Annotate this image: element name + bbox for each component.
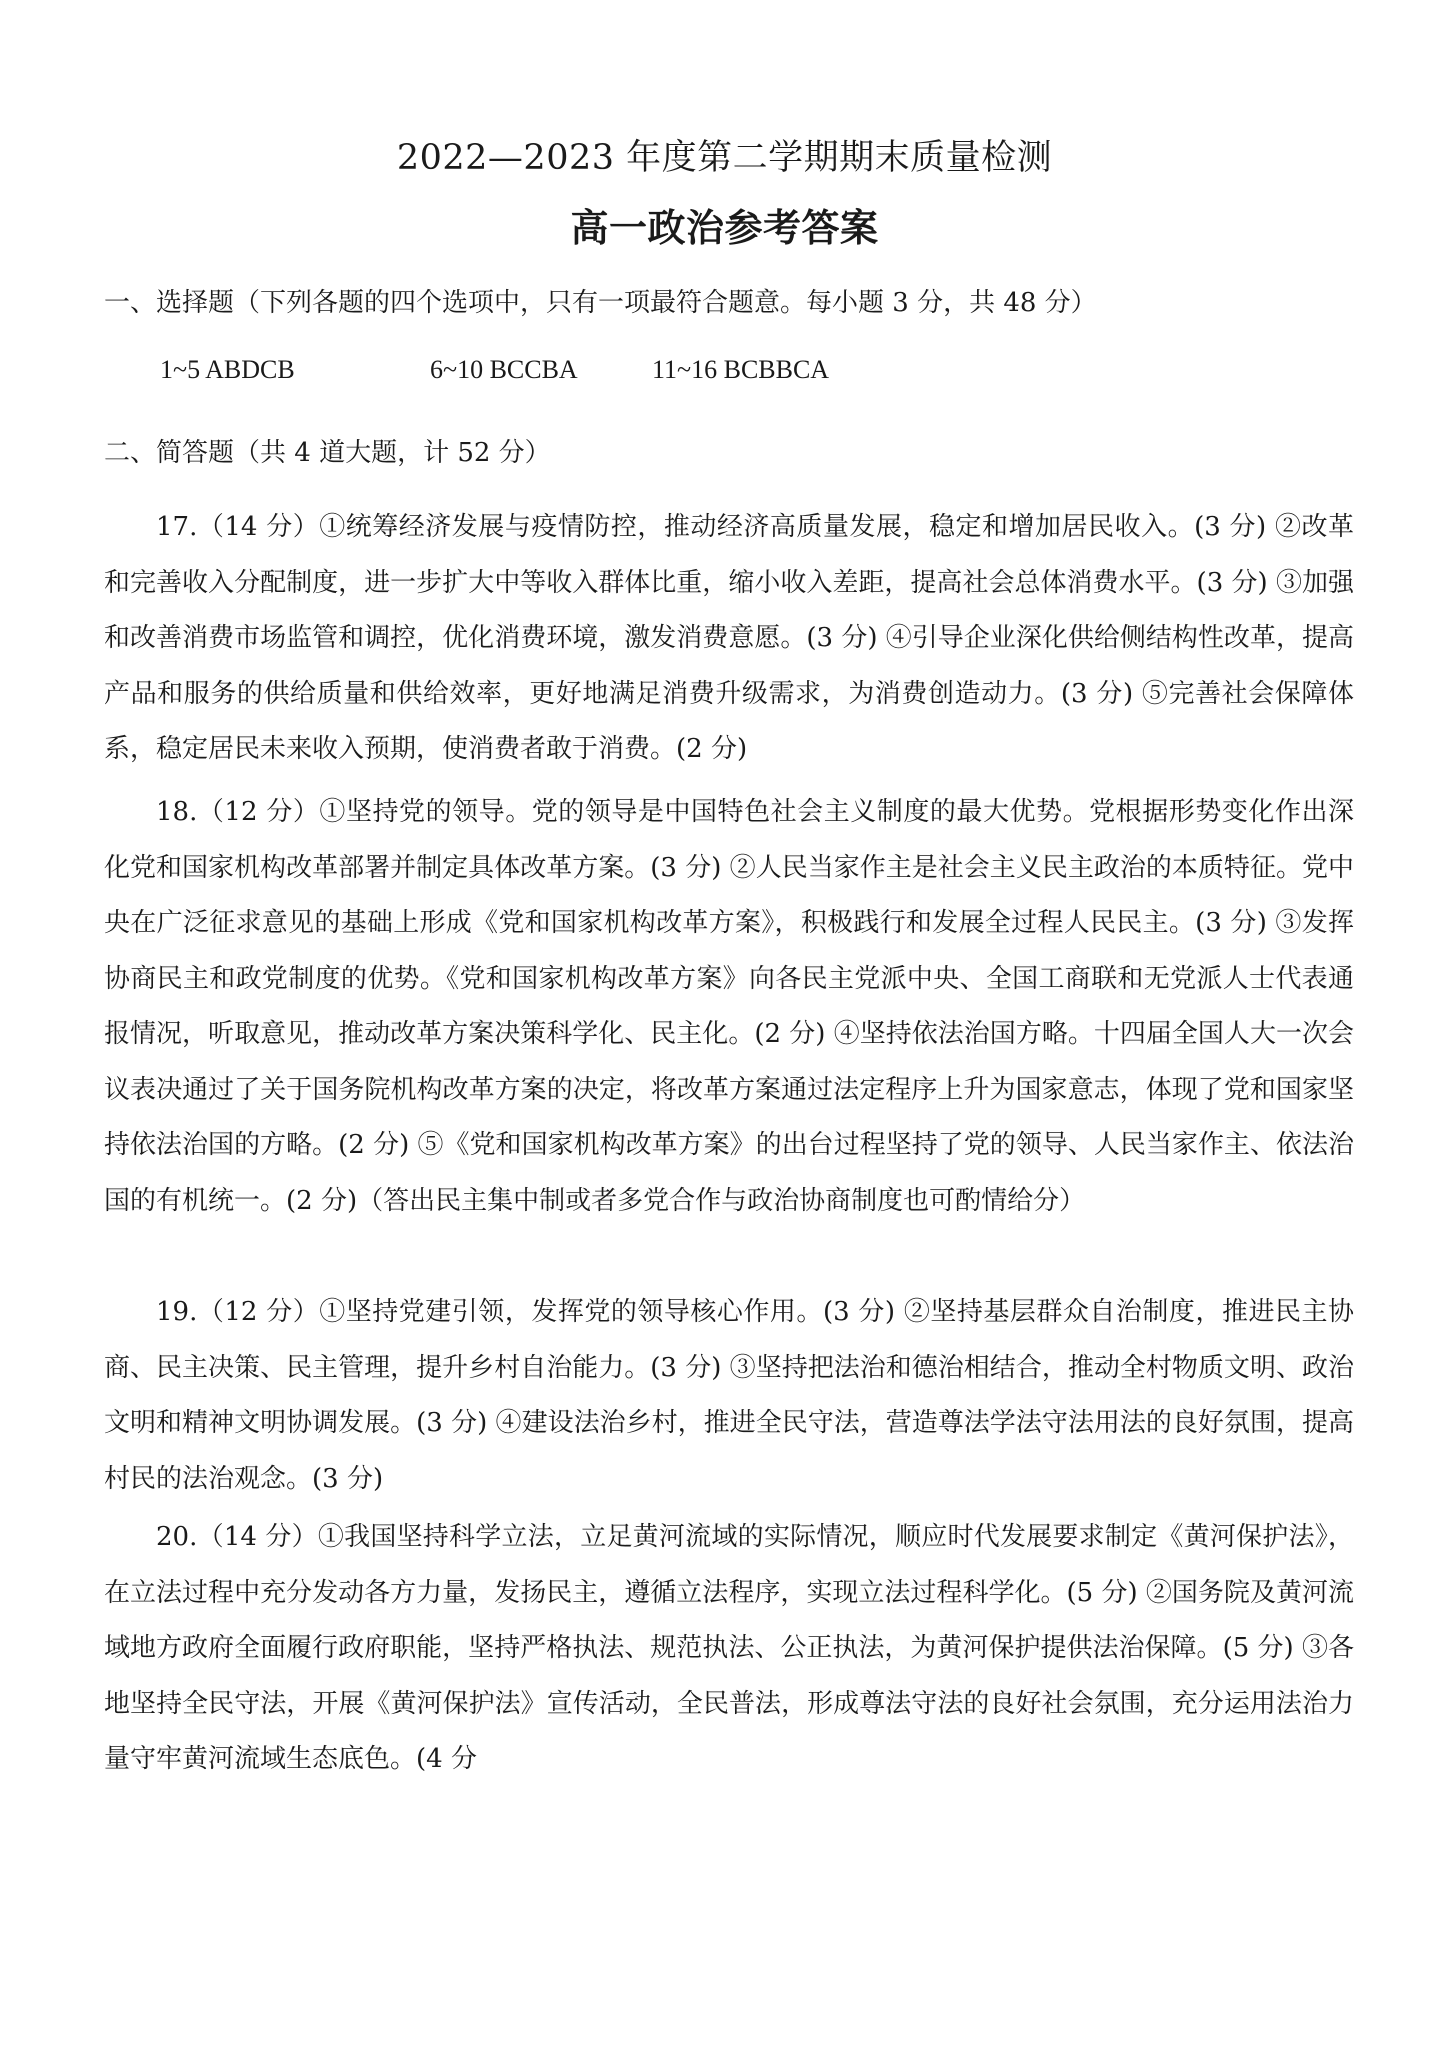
document-subtitle: 高一政治参考答案 bbox=[570, 205, 879, 250]
section-heading-short-answer: 二、简答题（共 4 道大题，计 52 分） bbox=[104, 438, 551, 468]
answer-group-3: 11~16 BCBBCA bbox=[652, 355, 830, 384]
section-heading-choice: 一、选择题（下列各题的四个选项中，只有一项最符合题意。每小题 3 分，共 48 分） bbox=[104, 288, 1097, 318]
document-title: 2022—2023 年度第二学期期末质量检测 bbox=[396, 138, 1053, 178]
question-19-answer: 19.（12 分）①坚持党建引领，发挥党的领导核心作用。(3 分) ②坚持基层群众自治制度，推进民主协商、民主决策、民主管理，提升乡村自治能力。(3 分) ③坚持把法治和德治相结合，推动全村物质文明、政治文明和精神文明协调发展。(3 分) ④建设法治乡村，推进全民守法，营造尊法学法守法用法的良好氛围，提高村民的法治观念。(3 分) bbox=[104, 1297, 1354, 1494]
question-18-answer: 18.（12 分）①坚持党的领导。党的领导是中国特色社会主义制度的最大优势。党根据形势变化作出深化党和国家机构改革部署并制定具体改革方案。(3 分) ②人民当家作主是社会主义民主政治的本质特征。党中央在广泛征求意见的基础上形成《党和国家机构改革方案》，积极践行和发展全过程人民民主。(3 分) ③发挥协商民主和政党制度的优势。《党和国家机构改革方案》向各民主党派中央、全国工商联和无党派人士代表通报情况，听取意见，推动改革方案决策科学化、民主化。(2 分) ④坚持依法治国方略。十四届全国人大一次会议表决通过了关于国务院机构改革方案的决定，将改革方案通过法定程序上升为国家意志，体现了党和国家坚持依法治国的方略。(2 分) ⑤《党和国家机构改革方案》的出台过程坚持了党的领导、人民当家作主、依法治国的有机统一。(2 分)（答出民主集中制或者多党合作与政治协商制度也可酌情给分） bbox=[104, 797, 1354, 1216]
question-17-answer: 17.（14 分）①统筹经济发展与疫情防控，推动经济高质量发展，稳定和增加居民收入。(3 分) ②改革和完善收入分配制度，进一步扩大中等收入群体比重，缩小收入差距，提高社会总体消费水平。(3 分) ③加强和改善消费市场监管和调控，优化消费环境，激发消费意愿。(3 分) ④引导企业深化供给侧结构性改革，提高产品和服务的供给质量和供给效率，更好地满足消费升级需求，为消费创造动力。(3 分) ⑤完善社会保障体系，稳定居民未来收入预期，使消费者敢于消费。(2 分) bbox=[104, 512, 1354, 764]
question-20-answer: 20.（14 分）①我国坚持科学立法，立足黄河流域的实际情况，顺应时代发展要求制定《黄河保护法》，在立法过程中充分发动各方力量，发扬民主，遵循立法程序，实现立法过程科学化。(5 分) ②国务院及黄河流域地方政府全面履行政府职能，坚持严格执法、规范执法、公正执法，为黄河保护提供法治保障。(5 分) ③各地坚持全民守法，开展《黄河保护法》宣传活动，全民普法，形成尊法守法的良好社会氛围，充分运用法治力量守牢黄河流域生态底色。(4 分 bbox=[104, 1522, 1354, 1774]
answer-group-2: 6~10 BCCBA bbox=[430, 355, 578, 384]
answer-group-1: 1~5 ABDCB bbox=[160, 355, 295, 384]
